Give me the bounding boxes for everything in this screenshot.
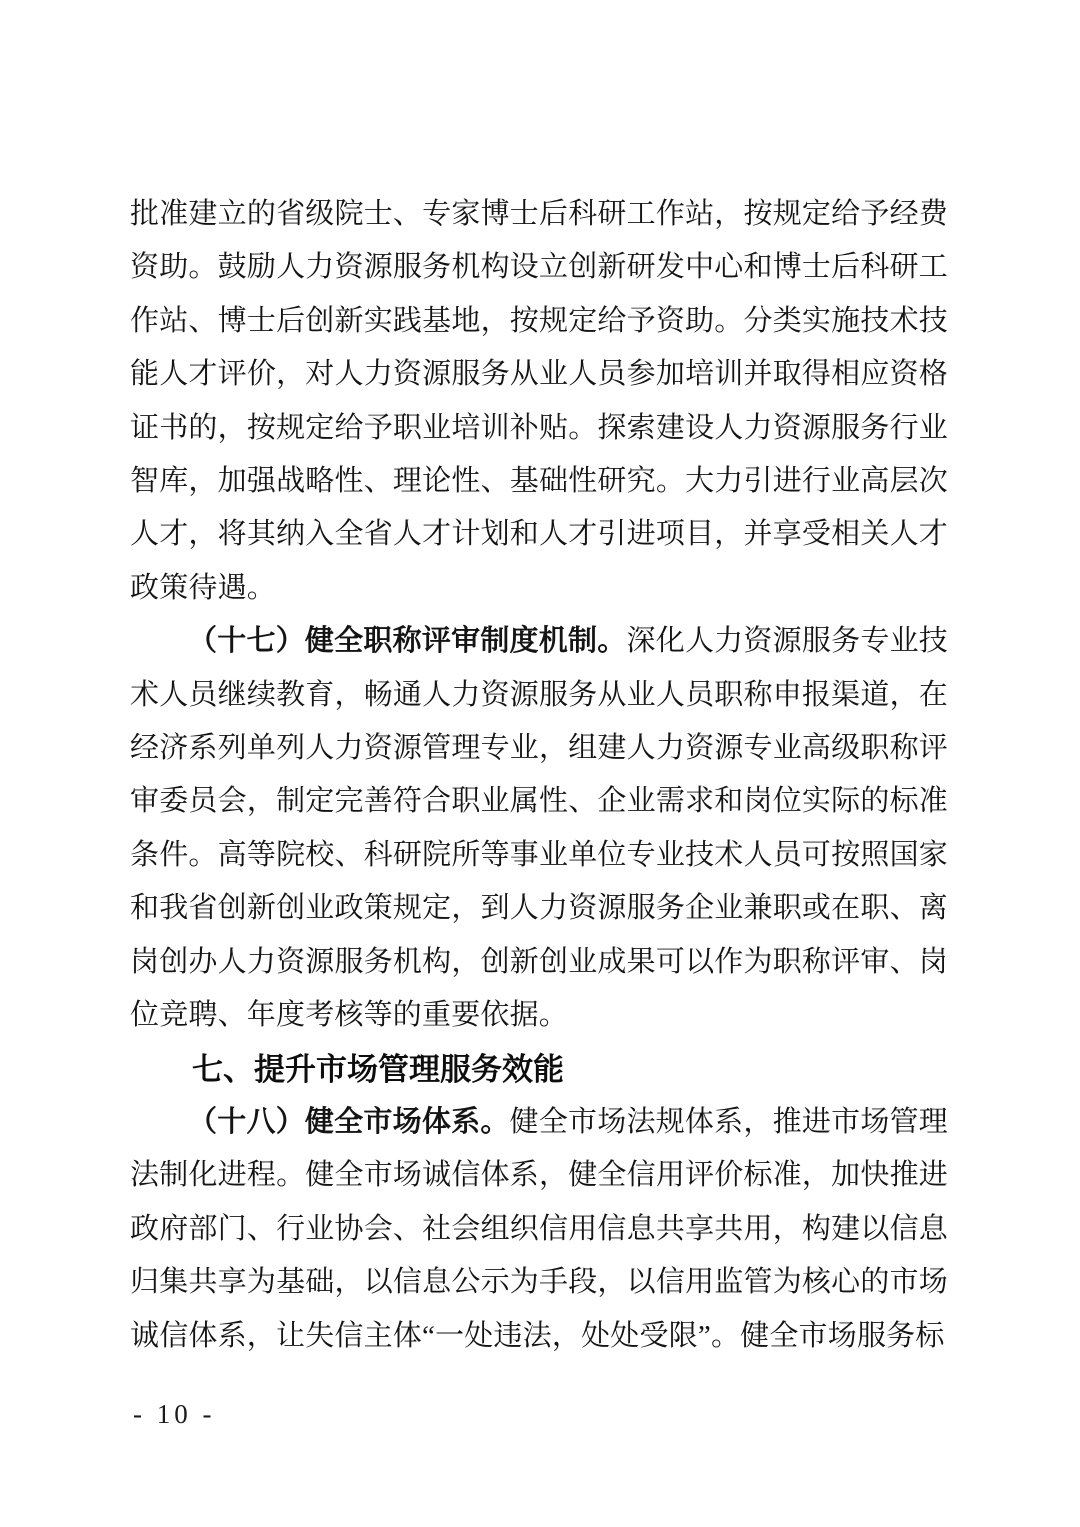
section-heading-7: 七、提升市场管理服务效能 (192, 1051, 564, 1087)
section-18-paragraph (130, 1096, 948, 1363)
section-17-paragraph (130, 615, 948, 1042)
section-17-body: 深化人力资源服务专业技术人员继续教育，畅通人力资源服务从业人员职称申报渠道，在经济系列单列人力资源管理专业，组建人力资源专业高级职称评审委员会，制定完善符合职业属性、企业需求和岗位实际的标准条件。高等院校、科研院所等事业单位专业技术人员可按照国家和我省创新创业政策规定，到人力资源服务企业兼职或在职、离岗创办人力资源服务机构，创新创业成果可以作为职称评审、岗位竞聘、年度考核等的重要依据。 (130, 625, 948, 1032)
section-17-lead: （十七）健全职称评审制度机制。 (188, 625, 627, 658)
page-number-footer: - 10 - (133, 1399, 216, 1429)
text-block (130, 188, 948, 1363)
section-18-lead: （十八）健全市场体系。 (188, 1105, 510, 1138)
section-18-body: 健全市场法规体系，推进市场管理法制化进程。健全市场诚信体系，健全信用评价标准，加快推进政府部门、行业协会、社会组织信用信息共享共用，构建以信息归集共享为基础，以信息公示为手段，以信用监管为核心的市场诚信体系，让失信主体“一处违法，处处受限”。健全市场服务标 (130, 1105, 948, 1352)
paragraph-continuation: 批准建立的省级院士、专家博士后科研工作站，按规定给予经费资助。鼓励人力资源服务机构设立创新研发中心和博士后科研工作站、博士后创新实践基地，按规定给予资助。分类实施技术技能人才评价，对人力资源服务从业人员参加培训并取得相应资格证书的，按规定给予职业培训补贴。探索建设人力资源服务行业智库，加强战略性、理论性、基础性研究。大力引进行业高层次人才，将其纳入全省人才计划和人才引进项目，并享受相关人才政策待遇。 (130, 198, 948, 604)
